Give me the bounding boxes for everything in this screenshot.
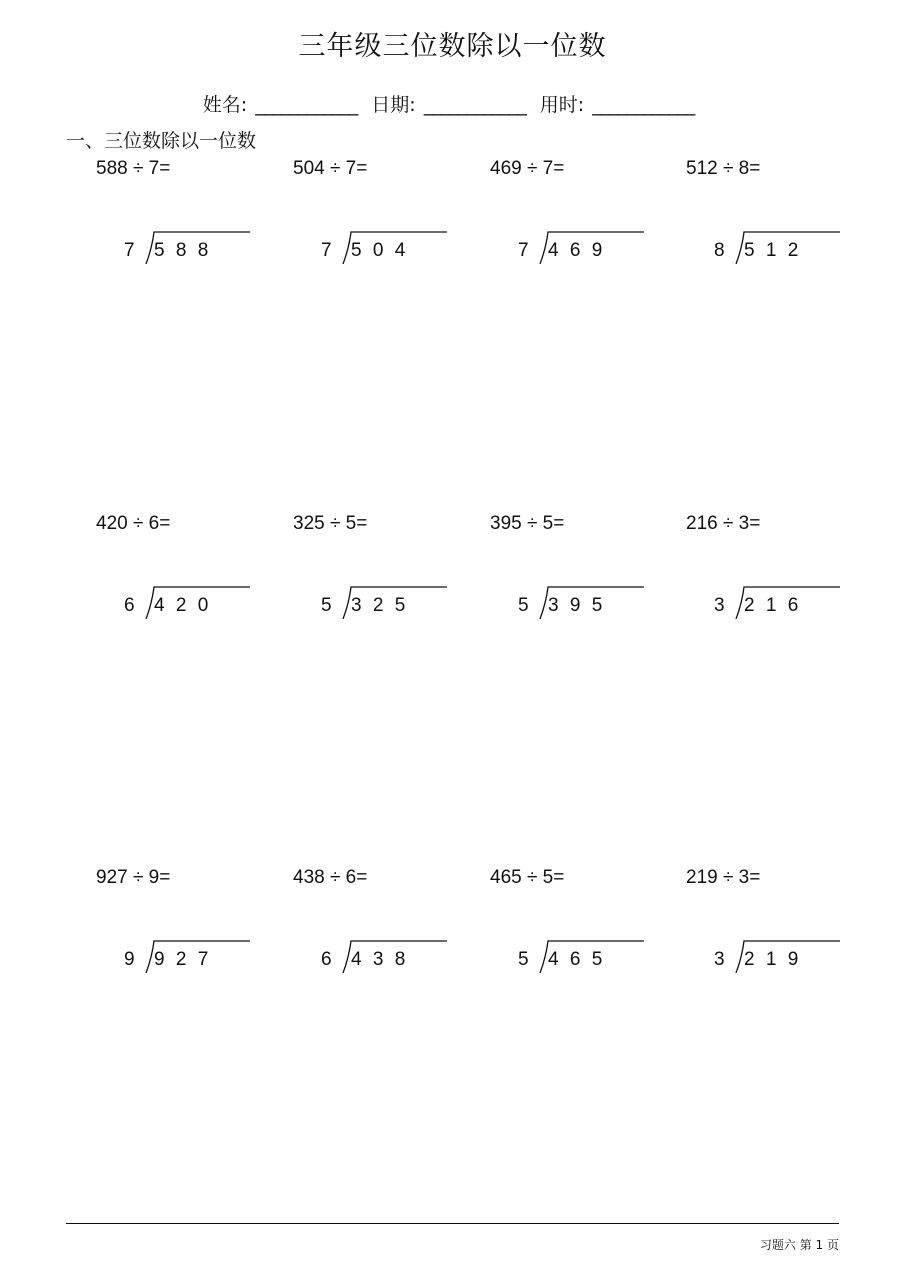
- long-division: [714, 939, 854, 979]
- division-problem: [686, 513, 876, 643]
- division-problem: [490, 158, 680, 288]
- equation: 420 ÷ 6=: [96, 513, 171, 534]
- divisor: 7: [321, 240, 332, 261]
- dividend: 4 6 9: [548, 240, 606, 261]
- dividend: 2 1 6: [744, 595, 802, 616]
- equation: 512 ÷ 8=: [686, 158, 761, 179]
- long-division: [321, 585, 461, 625]
- dividend: 4 2 0: [154, 595, 212, 616]
- equation: 504 ÷ 7=: [293, 158, 368, 179]
- division-problem: [96, 158, 286, 288]
- divisor: 6: [124, 595, 135, 616]
- name-blank[interactable]: ____________: [255, 94, 358, 116]
- long-division: [321, 230, 461, 270]
- date-blank[interactable]: ____________: [423, 94, 526, 116]
- equation: 469 ÷ 7=: [490, 158, 565, 179]
- section-title: 一、三位数除以一位数: [66, 130, 257, 152]
- long-division: [714, 230, 854, 270]
- dividend: 5 1 2: [744, 240, 802, 261]
- divisor: 7: [124, 240, 135, 261]
- time-label: 用时:: [539, 94, 585, 116]
- student-info-line: [0, 90, 905, 117]
- divisor: 3: [714, 949, 725, 970]
- division-problem: [96, 513, 286, 643]
- page-footer: 习题六 第 1 页: [759, 1238, 839, 1252]
- equation: 216 ÷ 3=: [686, 513, 761, 534]
- divisor: 5: [518, 595, 529, 616]
- division-problem: [293, 867, 483, 997]
- page-title: 三年级三位数除以一位数: [298, 31, 607, 62]
- division-problem: [686, 158, 876, 288]
- name-label: 姓名:: [202, 94, 248, 116]
- dividend: 5 8 8: [154, 240, 212, 261]
- divisor: 6: [321, 949, 332, 970]
- equation: 927 ÷ 9=: [96, 867, 171, 888]
- long-division: [518, 585, 658, 625]
- equation: 588 ÷ 7=: [96, 158, 171, 179]
- long-division: [714, 585, 854, 625]
- long-division: [124, 230, 264, 270]
- long-division: [124, 939, 264, 979]
- long-division: [321, 939, 461, 979]
- division-problem: [96, 867, 286, 997]
- divisor: 5: [518, 949, 529, 970]
- long-division: [124, 585, 264, 625]
- equation: 395 ÷ 5=: [490, 513, 565, 534]
- dividend: 9 2 7: [154, 949, 212, 970]
- footer-divider: [66, 1223, 839, 1224]
- date-label: 日期:: [371, 94, 416, 116]
- equation: 325 ÷ 5=: [293, 513, 368, 534]
- divisor: 8: [714, 240, 725, 261]
- dividend: 3 2 5: [351, 595, 409, 616]
- dividend: 4 3 8: [351, 949, 409, 970]
- equation: 438 ÷ 6=: [293, 867, 368, 888]
- division-problem: [686, 867, 876, 997]
- divisor: 5: [321, 595, 332, 616]
- division-problem: [490, 867, 680, 997]
- long-division: [518, 230, 658, 270]
- division-problem: [293, 513, 483, 643]
- divisor: 7: [518, 240, 529, 261]
- long-division: [518, 939, 658, 979]
- divisor: 3: [714, 595, 725, 616]
- dividend: 4 6 5: [548, 949, 606, 970]
- division-problem: [490, 513, 680, 643]
- divisor: 9: [124, 949, 135, 970]
- time-blank[interactable]: ____________: [592, 94, 695, 116]
- equation: 465 ÷ 5=: [490, 867, 565, 888]
- dividend: 2 1 9: [744, 949, 802, 970]
- dividend: 5 0 4: [351, 240, 409, 261]
- dividend: 3 9 5: [548, 595, 606, 616]
- division-problem: [293, 158, 483, 288]
- equation: 219 ÷ 3=: [686, 867, 761, 888]
